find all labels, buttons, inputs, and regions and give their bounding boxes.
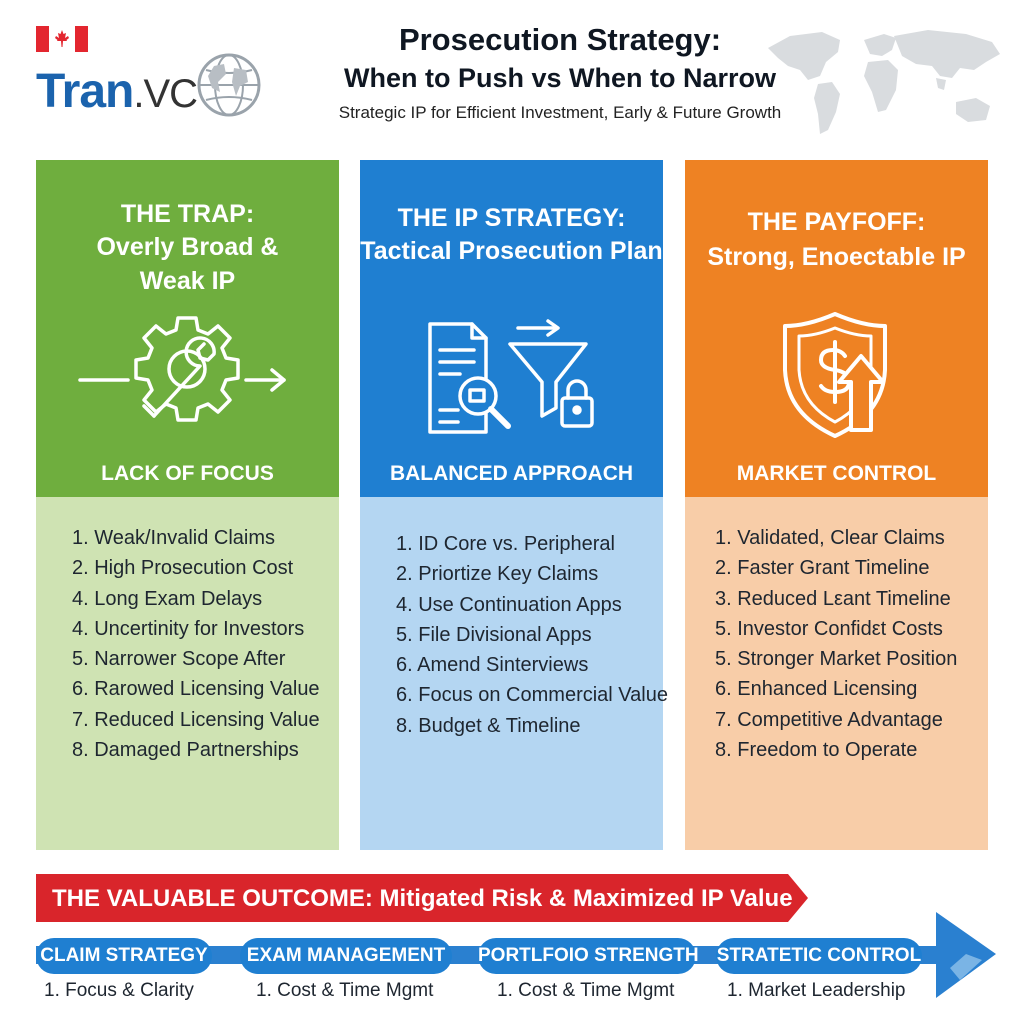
list-item: 6. Focus on Commercial Value	[396, 684, 668, 707]
claim-strategy-item: 1. Focus & Clarity	[44, 980, 194, 1001]
list-item: 5. Narrower Scope After	[72, 648, 286, 671]
shield-dollar-arrow-icon	[685, 310, 988, 440]
page-title-line2: When to Push vs When to Narrow	[343, 63, 776, 93]
pill-portfolio-strength: PORTLFOIO STRENGTH	[478, 938, 696, 974]
list-item: 6. Enhanced Licensing	[715, 678, 918, 701]
strategy-list	[396, 529, 668, 741]
list-item: 4. Uncertinity for Investors	[72, 617, 305, 640]
list-item: 2. High Prosecution Cost	[72, 557, 294, 580]
list-item: 8. Freedom to Operate	[715, 739, 918, 762]
strategy-column	[360, 160, 668, 850]
list-item: 1. Validated, Clear Claims	[715, 527, 945, 549]
list-item: 1. ID Core vs. Peripheral	[396, 533, 615, 555]
pill-strategic-control: STRATETIC CONTROL	[716, 938, 922, 974]
canada-flag-icon	[36, 26, 88, 52]
trap-subtitle-line2: Weak IP	[139, 267, 236, 295]
list-item: 3. Reduced Lεant Timeline	[715, 587, 951, 610]
payoff-header-panel	[685, 160, 988, 497]
trap-title: THE TRAP:	[120, 200, 255, 228]
trap-header-panel	[36, 160, 339, 497]
list-item: 4. Use Continuation Apps	[396, 593, 622, 616]
trap-subtitle-line1: Overly Broad &	[96, 233, 279, 261]
list-item: 6. Rarowed Licensing Value	[72, 678, 320, 701]
list-item: 7. Reduced Licensing Value	[72, 708, 320, 731]
world-map-icon	[760, 18, 1010, 148]
outcome-banner: THE VALUABLE OUTCOME: Mitigated Risk & Maximized IP Value	[52, 885, 793, 912]
strategy-list-panel	[360, 497, 668, 850]
strategic-control-item: 1. Market Leadership	[727, 980, 906, 1001]
list-item: 2. Priortize Key Claims	[396, 563, 599, 586]
payoff-column	[685, 160, 988, 850]
gear-wrench-icon	[36, 310, 339, 440]
exam-management-item: 1. Cost & Time Mgmt	[256, 980, 434, 1001]
payoff-list	[715, 523, 957, 765]
brand-wordmark: Tran.VC	[36, 65, 198, 118]
list-item: 1. Weak/Invalid Claims	[72, 527, 276, 549]
list-item: 4. Long Exam Delays	[72, 587, 263, 610]
payoff-list-panel	[685, 497, 988, 850]
payoff-subtitle: Strong, Enoectable IP	[707, 243, 966, 271]
payoff-label: MARKET CONTROL	[736, 462, 937, 485]
document-funnel-lock-icon	[360, 310, 663, 440]
list-item: 6. Amend Sinterviews	[396, 654, 589, 677]
strategy-label: BALANCED APPROACH	[389, 462, 634, 485]
list-item: 5. File Divisional Apps	[396, 623, 592, 646]
pill-claim-strategy: CLAIM STRATEGY	[36, 938, 212, 974]
list-item: 8. Budget & Timeline	[396, 714, 581, 737]
portfolio-strength-item: 1. Cost & Time Mgmt	[497, 980, 675, 1001]
strategy-title: THE IP STRATEGY:	[397, 204, 626, 232]
trap-label: LACK OF FOCUS	[101, 462, 274, 485]
payoff-title: THE PAYFOFF:	[747, 208, 926, 236]
list-item: 8. Damaged Partnerships	[72, 739, 299, 762]
list-item: 5. Investor Confidεt Costs	[715, 617, 943, 640]
page-title: Prosecution Strategy:	[398, 22, 722, 57]
trap-column	[36, 160, 339, 850]
list-item: 7. Competitive Advantage	[715, 708, 943, 731]
strategy-header-panel	[360, 160, 663, 497]
list-item: 5. Stronger Market Position	[715, 648, 958, 671]
trap-list-panel	[36, 497, 339, 850]
page-subtitle: Strategic IP for Efficient Investment, Early & Future Growth	[338, 103, 782, 122]
list-item: 2. Faster Grant Timeline	[715, 557, 930, 580]
trap-list	[72, 523, 320, 765]
strategy-subtitle: Tactical Prosecution Plan	[360, 237, 663, 265]
pill-exam-management: EXAM MANAGEMENT	[240, 938, 452, 974]
